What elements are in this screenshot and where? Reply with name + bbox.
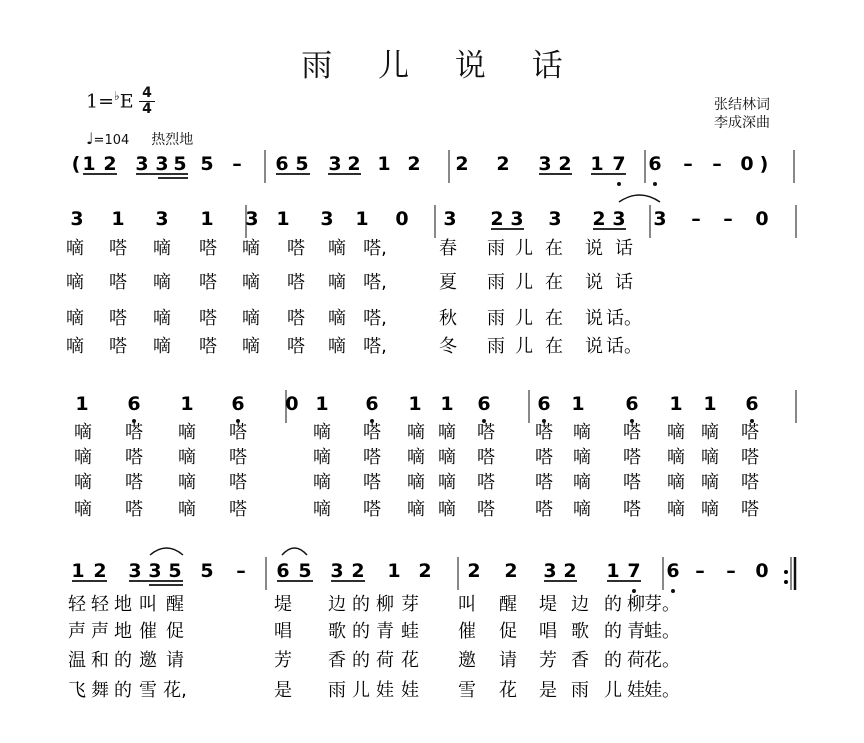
lyric-char: 请 (166, 650, 184, 671)
time-signature-bottom: 4 (139, 101, 155, 117)
lyric-char: 话 (615, 238, 633, 259)
lyric-char: 边 (571, 594, 589, 615)
lyric-char: 嘀 (153, 308, 171, 329)
jianpu-note: 1 (571, 393, 585, 415)
lyric-char: 柳 (376, 594, 394, 615)
slur-arc (150, 548, 183, 555)
lyric-char: 嘀 (573, 472, 591, 493)
lyric-char: 嗒 (199, 272, 217, 293)
lyric-char: 秋 (439, 308, 457, 329)
jianpu-note: 2 (103, 153, 117, 175)
lyric-char: 嘀 (74, 472, 92, 493)
lyric-char: 嗒 (623, 499, 641, 520)
lyric-char: 雨 (328, 680, 346, 701)
tempo-value: =104 (93, 133, 130, 148)
lyric-char: 嗒 (535, 422, 553, 443)
lyric-char: 雪 (458, 680, 476, 701)
jianpu-note: 0 (285, 393, 299, 415)
lyric-char: 嗒 (623, 472, 641, 493)
lyric-char: 堤 (274, 594, 292, 615)
lyric-char: 话。 (606, 308, 642, 329)
jianpu-note: 7 (612, 153, 626, 175)
lyric-char: 嗒 (109, 308, 127, 329)
jianpu-note: 1 (180, 393, 194, 415)
lyric-char: 嘀 (701, 447, 719, 468)
jianpu-note: 5 (173, 153, 187, 175)
lyric-char: 儿 (515, 272, 533, 293)
jianpu-note: 2 (347, 153, 361, 175)
lyric-char: 叫 (139, 594, 157, 615)
lyric-char: 在 (545, 336, 563, 357)
lyric-char: 堤 (539, 594, 557, 615)
jianpu-note: 3 (328, 153, 342, 175)
jianpu-note: 6 (745, 393, 759, 415)
jianpu-note: – (712, 153, 722, 175)
jianpu-note: 2 (407, 153, 421, 175)
lyric-char: 是 (539, 680, 557, 701)
lyric-char: 说 (585, 238, 603, 259)
lyric-char: 芽 (401, 594, 419, 615)
lyric-char: 在 (545, 272, 563, 293)
jianpu-note: 6 (537, 393, 551, 415)
lyric-char: 歌 (328, 621, 346, 642)
jianpu-note: 1 (590, 153, 604, 175)
jianpu-note: 2 (490, 208, 504, 230)
lyric-char: 促 (166, 621, 184, 642)
lyric-char: 儿 (604, 680, 622, 701)
lyric-char: 嘀 (701, 422, 719, 443)
lyric-char: 嘀 (242, 238, 260, 259)
lyric-char: 嗒 (125, 447, 143, 468)
lyric-char: 嘀 (66, 272, 84, 293)
lyric-char: 嗒 (477, 472, 495, 493)
lyricist: 张结林词 (714, 97, 770, 113)
jianpu-note: 3 (612, 208, 626, 230)
lyric-char: 嘀 (701, 499, 719, 520)
lyric-char: 嘀 (438, 447, 456, 468)
lyric-char: 嘀 (667, 472, 685, 493)
lyric-char: 蛙。 (644, 621, 680, 642)
lyric-char: 雨 (487, 336, 505, 357)
lyric-char: 醒 (499, 594, 517, 615)
repeat-dot (784, 580, 788, 584)
lyric-char: 嗒 (125, 472, 143, 493)
quarter-note-icon: ♩ (86, 129, 94, 148)
lyric-char: 地 (114, 621, 132, 642)
jianpu-note: 0 (740, 153, 754, 175)
lyric-char: 娃 (376, 680, 394, 701)
lyric-char: 嘀 (153, 336, 171, 357)
jianpu-note: 1 (71, 560, 85, 582)
lyric-char: 嗒 (287, 308, 305, 329)
jianpu-note: 2 (592, 208, 606, 230)
jianpu-note: 6 (275, 153, 289, 175)
jianpu-note: 0 (755, 208, 769, 230)
jianpu-note: 1 (606, 560, 620, 582)
lyric-char: 嗒 (363, 499, 381, 520)
lyric-char: 嘀 (74, 499, 92, 520)
jianpu-note: 0 (755, 560, 769, 582)
lyric-char: 娃。 (644, 680, 680, 701)
lyric-char: 嘀 (328, 238, 346, 259)
lyric-char: 醒 (166, 594, 184, 615)
lyric-char: 声 (68, 621, 86, 642)
jianpu-note: 2 (558, 153, 572, 175)
lyric-char: 说 (585, 308, 603, 329)
jianpu-note: 3 (543, 560, 557, 582)
lyric-char: 雨 (487, 308, 505, 329)
song-title: 雨 儿 说 话 (301, 48, 581, 84)
lyric-char: 的 (114, 650, 132, 671)
lyric-char: 嘀 (667, 499, 685, 520)
lyric-char: 嗒 (287, 272, 305, 293)
key-tonic: E (119, 90, 134, 113)
lyric-char: 嘀 (178, 422, 196, 443)
jianpu-note: 3 (653, 208, 667, 230)
lyric-char: 嗒 (535, 499, 553, 520)
jianpu-note: – (683, 153, 693, 175)
lyric-char: 嘀 (66, 308, 84, 329)
lyric-char: 声 (91, 621, 109, 642)
lyric-char: 嗒 (125, 499, 143, 520)
lyric-char: 话 (615, 272, 633, 293)
lyric-char: 嗒 (363, 472, 381, 493)
lyric-char: 嗒, (363, 238, 387, 259)
lyric-char: 春 (439, 238, 457, 259)
jianpu-note: 5 (295, 153, 309, 175)
lyric-char: 冬 (439, 336, 457, 357)
jianpu-note: 5 (298, 560, 312, 582)
lyric-char: 嗒 (535, 472, 553, 493)
lyric-char: 香 (328, 650, 346, 671)
octave-dot-below (671, 589, 675, 593)
jianpu-note: 0 (395, 208, 409, 230)
jianpu-note: 3 (70, 208, 84, 230)
octave-dot-below (653, 182, 657, 186)
lyric-char: 的 (604, 650, 622, 671)
lyric-char: 芽。 (644, 594, 680, 615)
jianpu-note: 6 (231, 393, 245, 415)
lyric-char: 嘀 (407, 499, 425, 520)
jianpu-note: 3 (510, 208, 524, 230)
lyric-char: 柳 (627, 594, 645, 615)
lyric-char: 是 (274, 680, 292, 701)
lyric-char: 芳 (539, 650, 557, 671)
lyric-char: 嗒 (287, 336, 305, 357)
lyric-char: 花, (163, 680, 187, 701)
lyric-char: 嘀 (242, 272, 260, 293)
lyric-char: 嘀 (66, 238, 84, 259)
jianpu-note: 5 (200, 153, 214, 175)
lyric-char: 芳 (274, 650, 292, 671)
time-signature-top: 4 (142, 85, 152, 101)
jianpu-note: 2 (563, 560, 577, 582)
lyric-char: 和 (91, 650, 109, 671)
lyric-char: 花 (401, 650, 419, 671)
slur-arc (619, 195, 660, 202)
lyric-char: 嗒 (741, 447, 759, 468)
jianpu-note: ( (71, 153, 81, 175)
lyric-char: 轻 (68, 594, 86, 615)
lyric-char: 娃 (627, 680, 645, 701)
jianpu-note: 1 (111, 208, 125, 230)
jianpu-note: 2 (351, 560, 365, 582)
lyric-char: 嗒, (363, 336, 387, 357)
lyric-char: 唱 (274, 621, 292, 642)
lyric-char: 促 (499, 621, 517, 642)
lyric-char: 嘀 (407, 422, 425, 443)
lyric-char: 嗒 (741, 422, 759, 443)
lyric-char: 嘀 (573, 447, 591, 468)
jianpu-note: 1 (408, 393, 422, 415)
lyric-char: 飞 (68, 680, 86, 701)
lyric-char: 嗒 (199, 336, 217, 357)
jianpu-note: 3 (320, 208, 334, 230)
lyric-char: 嗒, (363, 272, 387, 293)
jianpu-note: 6 (666, 560, 680, 582)
jianpu-note: 1 (440, 393, 454, 415)
jianpu-note: – (723, 208, 733, 230)
lyric-char: 轻 (91, 594, 109, 615)
lyric-char: 嘀 (313, 499, 331, 520)
jianpu-note: 1 (669, 393, 683, 415)
jianpu-note: 1 (315, 393, 329, 415)
jianpu-note: – (232, 153, 242, 175)
jianpu-note: 6 (648, 153, 662, 175)
jianpu-note: 5 (168, 560, 182, 582)
lyric-char: 的 (604, 621, 622, 642)
lyric-char: 嘀 (313, 422, 331, 443)
lyric-char: 叫 (458, 594, 476, 615)
lyric-char: 嘀 (438, 422, 456, 443)
lyric-char: 娃 (401, 680, 419, 701)
jianpu-note: 1 (355, 208, 369, 230)
lyric-char: 嗒 (287, 238, 305, 259)
jianpu-note: 5 (200, 560, 214, 582)
lyric-char: 嘀 (74, 422, 92, 443)
lyric-char: 青 (376, 621, 394, 642)
lyric-char: 夏 (439, 272, 457, 293)
lyric-char: 嗒 (109, 336, 127, 357)
lyric-char: 嗒 (535, 447, 553, 468)
lyric-char: 嘀 (328, 308, 346, 329)
jianpu-note: 7 (627, 560, 641, 582)
lyric-char: 嗒 (109, 272, 127, 293)
jianpu-note: 1 (276, 208, 290, 230)
jianpu-note: 2 (93, 560, 107, 582)
lyric-char: 邀 (139, 650, 157, 671)
lyric-char: 儿 (515, 336, 533, 357)
lyric-char: 嘀 (178, 447, 196, 468)
lyric-char: 花 (499, 680, 517, 701)
lyric-char: 花。 (644, 650, 680, 671)
lyric-char: 嘀 (667, 447, 685, 468)
lyric-char: 的 (604, 594, 622, 615)
lyric-char: 嗒 (741, 499, 759, 520)
lyric-char: 嘀 (313, 472, 331, 493)
lyric-char: 嘀 (242, 308, 260, 329)
jianpu-note: 2 (496, 153, 510, 175)
lyric-char: 嗒 (741, 472, 759, 493)
lyric-char: 嗒 (477, 447, 495, 468)
jianpu-note: 6 (127, 393, 141, 415)
lyric-char: 的 (352, 594, 370, 615)
lyric-char: 在 (545, 238, 563, 259)
lyric-char: 的 (114, 680, 132, 701)
jianpu-note: 3 (128, 560, 142, 582)
lyric-char: 嘀 (407, 447, 425, 468)
octave-dot-below (632, 589, 636, 593)
lyric-char: 儿 (515, 238, 533, 259)
lyric-char: 嘀 (438, 472, 456, 493)
jianpu-note: ) (759, 153, 769, 175)
lyric-char: 雪 (139, 680, 157, 701)
lyric-char: 嗒 (229, 422, 247, 443)
lyric-char: 温 (68, 650, 86, 671)
lyric-char: 唱 (539, 621, 557, 642)
lyric-char: 荷 (627, 650, 645, 671)
lyric-char: 请 (499, 650, 517, 671)
repeat-dot (784, 570, 788, 574)
lyric-char: 歌 (571, 621, 589, 642)
jianpu-note: 2 (418, 560, 432, 582)
jianpu-note: – (236, 560, 246, 582)
lyric-char: 香 (571, 650, 589, 671)
jianpu-note: 3 (148, 560, 162, 582)
lyric-char: 在 (545, 308, 563, 329)
lyric-char: 嘀 (667, 422, 685, 443)
lyric-char: 嘀 (328, 272, 346, 293)
composer: 李成深曲 (714, 115, 770, 131)
lyric-char: 嘀 (66, 336, 84, 357)
lyric-char: 催 (458, 621, 476, 642)
jianpu-note: 6 (477, 393, 491, 415)
tempo-expression: 热烈地 (151, 132, 194, 148)
lyric-char: 荷 (376, 650, 394, 671)
lyric-char: 催 (139, 621, 157, 642)
jianpu-note: – (726, 560, 736, 582)
lyric-char: 嘀 (242, 336, 260, 357)
jianpu-note: 1 (82, 153, 96, 175)
jianpu-note: – (695, 560, 705, 582)
jianpu-note: 1 (387, 560, 401, 582)
jianpu-note: 3 (155, 153, 169, 175)
lyric-char: 嗒 (477, 422, 495, 443)
jianpu-note: 2 (504, 560, 518, 582)
lyric-char: 嗒 (125, 422, 143, 443)
lyric-char: 嗒 (109, 238, 127, 259)
jianpu-note: 1 (703, 393, 717, 415)
lyric-char: 嘀 (313, 447, 331, 468)
lyric-char: 嗒, (363, 308, 387, 329)
jianpu-note: 3 (443, 208, 457, 230)
key-prefix: 1= (86, 90, 115, 113)
jianpu-note: 3 (330, 560, 344, 582)
lyric-char: 嘀 (407, 472, 425, 493)
lyric-char: 嘀 (328, 336, 346, 357)
lyric-char: 蛙 (401, 621, 419, 642)
lyric-char: 儿 (352, 680, 370, 701)
lyric-char: 嘀 (153, 272, 171, 293)
lyric-char: 嗒 (363, 422, 381, 443)
jianpu-note: 3 (538, 153, 552, 175)
lyric-char: 嗒 (199, 308, 217, 329)
lyric-char: 的 (352, 621, 370, 642)
flat-sign: ♭ (114, 89, 120, 103)
lyric-char: 嘀 (74, 447, 92, 468)
lyric-char: 嘀 (701, 472, 719, 493)
jianpu-note: 1 (377, 153, 391, 175)
lyric-char: 嗒 (229, 472, 247, 493)
lyric-char: 舞 (91, 680, 109, 701)
lyric-char: 雨 (487, 272, 505, 293)
lyric-char: 的 (352, 650, 370, 671)
jianpu-note: 6 (276, 560, 290, 582)
lyric-char: 嘀 (573, 499, 591, 520)
slur-arc (282, 548, 307, 555)
jianpu-note: 3 (155, 208, 169, 230)
lyric-char: 话。 (606, 336, 642, 357)
lyric-char: 嗒 (229, 499, 247, 520)
lyric-char: 边 (328, 594, 346, 615)
lyric-char: 雨 (571, 680, 589, 701)
lyric-char: 儿 (515, 308, 533, 329)
lyric-char: 嘀 (438, 499, 456, 520)
lyric-char: 嗒 (623, 447, 641, 468)
lyric-char: 雨 (487, 238, 505, 259)
lyric-char: 嗒 (363, 447, 381, 468)
jianpu-note: 1 (75, 393, 89, 415)
lyric-char: 地 (114, 594, 132, 615)
jianpu-note: 3 (245, 208, 259, 230)
octave-dot-below (617, 182, 621, 186)
jianpu-note: 6 (625, 393, 639, 415)
lyric-char: 嗒 (477, 499, 495, 520)
lyric-char: 嗒 (199, 238, 217, 259)
lyric-char: 嘀 (153, 238, 171, 259)
lyric-char: 嘀 (178, 499, 196, 520)
lyric-char: 说 (585, 272, 603, 293)
jianpu-note: 2 (455, 153, 469, 175)
jianpu-note: 3 (548, 208, 562, 230)
jianpu-note: 1 (200, 208, 214, 230)
lyric-char: 嘀 (178, 472, 196, 493)
jianpu-note: 2 (467, 560, 481, 582)
lyric-char: 邀 (458, 650, 476, 671)
lyric-char: 青 (627, 621, 645, 642)
lyric-char: 嗒 (623, 422, 641, 443)
lyric-char: 嗒 (229, 447, 247, 468)
lyric-char: 说 (585, 336, 603, 357)
jianpu-note: 6 (365, 393, 379, 415)
jianpu-note: 3 (135, 153, 149, 175)
lyric-char: 嘀 (573, 422, 591, 443)
jianpu-note: – (691, 208, 701, 230)
